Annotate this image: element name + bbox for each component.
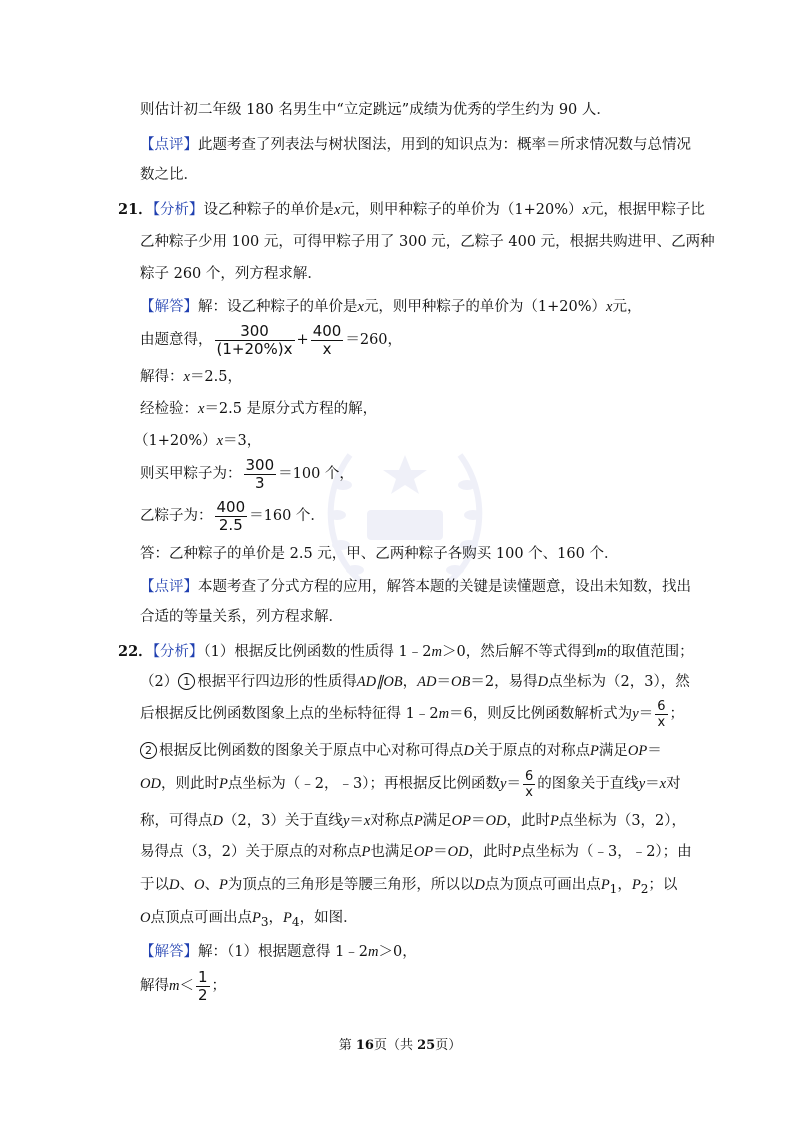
text: 对: [666, 776, 681, 792]
text: 也满足: [370, 844, 414, 860]
question-22-analysis-line-6: [140, 810, 686, 832]
text: 点顶点可画出点: [150, 910, 252, 926]
numerator: 400: [312, 321, 342, 340]
text: ＝: [638, 706, 654, 722]
numerator: 6: [524, 768, 534, 784]
text: 点为顶点可画出点: [484, 877, 601, 893]
text: 点坐标为（﹣3，﹣2）；由: [520, 844, 692, 860]
var-d: D: [537, 674, 549, 690]
fraction: [215, 499, 248, 534]
var-m: m: [431, 644, 442, 660]
denominator: (1+20%)x: [216, 339, 293, 358]
answer-line: 答：乙种粽子的单价是 2.5 元，甲、乙两种粽子各购买 100 个、160 个．: [140, 546, 619, 562]
text: 点坐标为（2，3），然: [548, 674, 690, 690]
text: ＝100 个，: [278, 466, 354, 482]
numerator: 400: [216, 497, 246, 516]
text-line-3: 数之比．: [140, 167, 198, 183]
text: ＝3，: [223, 433, 262, 449]
question-22-analysis-line-5: [140, 766, 681, 802]
question-21-analysis-line-3: 粽子 260 个，列方程求解．: [140, 266, 322, 282]
subscript: 4: [291, 914, 300, 929]
question-22-analysis-line-7: [140, 841, 692, 863]
subscript: 1: [609, 881, 618, 896]
var-p: P: [218, 776, 228, 792]
var-o: O: [140, 910, 151, 926]
denominator: 3: [244, 474, 277, 492]
tag-fenxi: 【分析】: [152, 202, 204, 218]
text: 乙粽子为：: [140, 508, 213, 524]
var-x: x: [582, 202, 589, 218]
solve-line: [140, 366, 242, 388]
text: ＝: [647, 743, 662, 759]
yi-amount-line: [140, 498, 325, 534]
text: 点坐标为（3，2），: [558, 813, 687, 829]
text: ＞0，然后解不等式得到: [441, 644, 597, 660]
fraction: [523, 769, 535, 800]
denominator: x: [523, 784, 535, 800]
footer-text: 页（共: [373, 1038, 418, 1053]
subscript: 3: [260, 914, 269, 929]
var-op: OP: [627, 743, 648, 759]
question-22-solution-line-2: [140, 968, 226, 1004]
compute-line: [134, 430, 261, 452]
var-x: x: [357, 299, 364, 315]
footer-text: 第: [338, 1038, 356, 1053]
var-m: m: [596, 644, 607, 660]
text: ；: [669, 706, 684, 722]
var-x: x: [216, 433, 224, 449]
text: ＝: [433, 844, 448, 860]
equation-line: [140, 322, 402, 358]
subscript: 2: [640, 881, 649, 896]
var-op: OP: [451, 813, 472, 829]
denominator: 2: [197, 985, 208, 1004]
text: ＝160 个．: [249, 508, 325, 524]
question-22-analysis-line-3: [140, 696, 684, 732]
var-op: OP: [413, 844, 434, 860]
page-number: 16: [355, 1038, 374, 1053]
text: ＝6，则反比例函数解析式为: [449, 706, 633, 722]
var-d: D: [463, 743, 474, 759]
denominator: x: [311, 340, 344, 358]
fraction: [244, 457, 277, 492]
text: ＝: [645, 776, 660, 792]
text: ＜: [179, 978, 194, 994]
denominator: x: [655, 714, 667, 730]
tag-dianping: 【点评】: [140, 137, 198, 153]
tag-fenxi: 【分析】: [152, 644, 204, 660]
fraction: [196, 969, 210, 1004]
denominator: 2.5: [215, 516, 248, 534]
text: 则买甲粽子为：: [140, 466, 242, 482]
question-21-analysis-line-1: [118, 199, 705, 221]
text: ＝2.5 是原分式方程的解，: [204, 401, 378, 417]
fraction: [215, 323, 295, 358]
text: 解得：: [140, 369, 184, 385]
var-p4: P: [283, 910, 292, 926]
tag-jieda: 【解答】: [140, 944, 198, 960]
text: （1+20%）: [134, 433, 217, 449]
plus-sign: +: [296, 332, 309, 348]
question-22-analysis-line-9: [140, 907, 358, 933]
question-number: 22．: [118, 643, 153, 660]
page-footer: [0, 1034, 800, 1053]
question-22-analysis-line-1: [118, 641, 694, 663]
question-21-solution-line-1: [140, 296, 641, 318]
numerator: 1: [197, 967, 208, 986]
check-line: [140, 398, 377, 420]
var-m: m: [368, 944, 379, 960]
var-od: OD: [447, 844, 469, 860]
var-p2: P: [631, 877, 641, 893]
text: 、: [179, 877, 194, 893]
text: 设乙种粽子的单价是: [203, 202, 334, 218]
text: ，此时: [468, 844, 513, 860]
question-number: 21．: [118, 201, 153, 218]
var-y: y: [632, 706, 639, 722]
text: ，: [268, 910, 284, 926]
text: 点坐标为（﹣2，﹣3）；再根据反比例函数: [227, 776, 501, 792]
numerator: 6: [657, 698, 666, 714]
page-total: 25: [417, 1038, 436, 1053]
var-od: OD: [485, 813, 507, 829]
tag-jieda: 【解答】: [140, 299, 198, 315]
var-m: m: [169, 978, 180, 994]
text: 元，根据甲粽子比: [588, 202, 705, 218]
var-x: x: [333, 202, 341, 218]
text: ，: [617, 877, 632, 893]
comment-paragraph-20: [140, 134, 691, 156]
text: 解：（1）根据题意得 1﹣2: [198, 944, 369, 960]
text: 元，则甲种粽子的单价为（1+20%）: [340, 202, 583, 218]
text: ＝: [471, 813, 486, 829]
text: ＝2，易得: [470, 674, 538, 690]
text: 本题考查了分式方程的应用，解答本题的关键是读懂题意，设出未知数，找出: [198, 579, 691, 595]
text: 根据反比例函数的图象关于原点中心对称可得点: [159, 743, 464, 759]
text: ，如图．: [299, 910, 358, 926]
text: ＝260，: [345, 332, 403, 348]
numerator: 300: [240, 321, 269, 340]
var-x: x: [183, 369, 190, 385]
var-ad: AD: [417, 674, 437, 690]
text: ＝: [436, 674, 451, 690]
var-m: m: [438, 706, 450, 722]
text: （2，3）关于直线: [222, 813, 343, 829]
question-22-solution-line-1: [140, 941, 417, 963]
text: ＝: [349, 813, 364, 829]
text: 满足: [598, 743, 628, 759]
question-22-analysis-line-8: [140, 874, 677, 900]
text: 由题意得，: [140, 332, 213, 348]
var-p1: P: [600, 877, 610, 893]
var-y: y: [638, 776, 646, 792]
var-ob: OB: [451, 674, 471, 690]
text: 元，: [612, 299, 642, 315]
text: 对称点: [370, 813, 414, 829]
question-21-analysis-line-2: 乙种粽子少用 100 元，可得甲粽子用了 300 元，乙粽子 400 元，根据共购进甲、乙两种: [140, 234, 715, 250]
text: 于以: [140, 877, 169, 893]
question-22-analysis-line-4: [140, 740, 662, 762]
text: ＝: [506, 776, 521, 792]
jia-amount-line: [140, 456, 354, 492]
text: ；以: [648, 877, 678, 893]
text: 解得: [140, 978, 169, 994]
text: 的取值范围；: [606, 644, 694, 660]
text: 易得点（3，2）关于原点的对称点: [140, 844, 362, 860]
var-y: y: [500, 776, 507, 792]
text: （1）根据反比例函数的性质得 1﹣2: [203, 644, 432, 660]
footer-text: 页）: [435, 1038, 462, 1053]
var-x: x: [606, 299, 613, 315]
text: ，此时: [506, 813, 550, 829]
text: ；: [211, 978, 227, 994]
tag-dianping: 【点评】: [140, 579, 198, 595]
var-o: O: [193, 877, 205, 893]
text: 解：设乙种粽子的单价是: [198, 299, 358, 315]
text: ＞0，: [378, 944, 417, 960]
circled-number: 1: [178, 673, 195, 690]
text: 、: [204, 877, 219, 893]
var-od: OD: [140, 776, 161, 792]
comment-line-2: 合适的等量关系，列方程求解．: [140, 609, 343, 625]
var-p: P: [589, 743, 599, 759]
text: 根据平行四边形的性质得: [197, 674, 357, 690]
text: 称，可得点: [140, 813, 213, 829]
text: 为顶点的三角形是等腰三角形，所以以: [227, 877, 475, 893]
circled-number: 2: [140, 742, 157, 759]
var-p: P: [413, 813, 423, 829]
text: 满足: [422, 813, 452, 829]
var-y: y: [342, 813, 350, 829]
var-x: x: [363, 813, 371, 829]
comment-text: 此题考查了列表法与树状图法，用到的知识点为：概率＝所求情况数与总情况: [198, 137, 691, 153]
var-d: D: [474, 877, 485, 893]
question-22-analysis-line-2: （2） 1 根据平行四边形的性质得AD∥OB，AD＝OB＝2，易得D点坐标为（2，3），然: [140, 674, 690, 690]
text: 关于原点的对称点: [473, 743, 590, 759]
text: 经检验：: [140, 401, 198, 417]
var-d: D: [169, 877, 180, 893]
var-x: x: [198, 401, 205, 417]
text: 后根据反比例函数图象上点的坐标特征得 1﹣2: [140, 706, 439, 722]
comment-paragraph-21: [140, 576, 691, 598]
text-line-1: 则估计初二年级 180 名男生中“立定跳远”成绩为优秀的学生约为 90 人．: [140, 102, 611, 118]
var-p3: P: [251, 910, 261, 926]
var-ad-parallel-ob: AD∥OB: [356, 674, 403, 690]
text: ，则此时: [160, 776, 219, 792]
text: 元，则甲种粽子的单价为（1+20%）: [363, 299, 607, 315]
text: （2）: [140, 674, 179, 690]
var-p: P: [361, 844, 371, 860]
text: ＝2.5，: [189, 369, 242, 385]
var-p: P: [218, 877, 228, 893]
var-d: D: [212, 813, 223, 829]
var-p: P: [512, 844, 521, 860]
text: 的图象关于直线: [537, 776, 639, 792]
fraction: [311, 323, 344, 358]
var-x: x: [659, 776, 667, 792]
var-p: P: [549, 813, 559, 829]
numerator: 300: [245, 455, 275, 474]
fraction: [655, 699, 667, 730]
